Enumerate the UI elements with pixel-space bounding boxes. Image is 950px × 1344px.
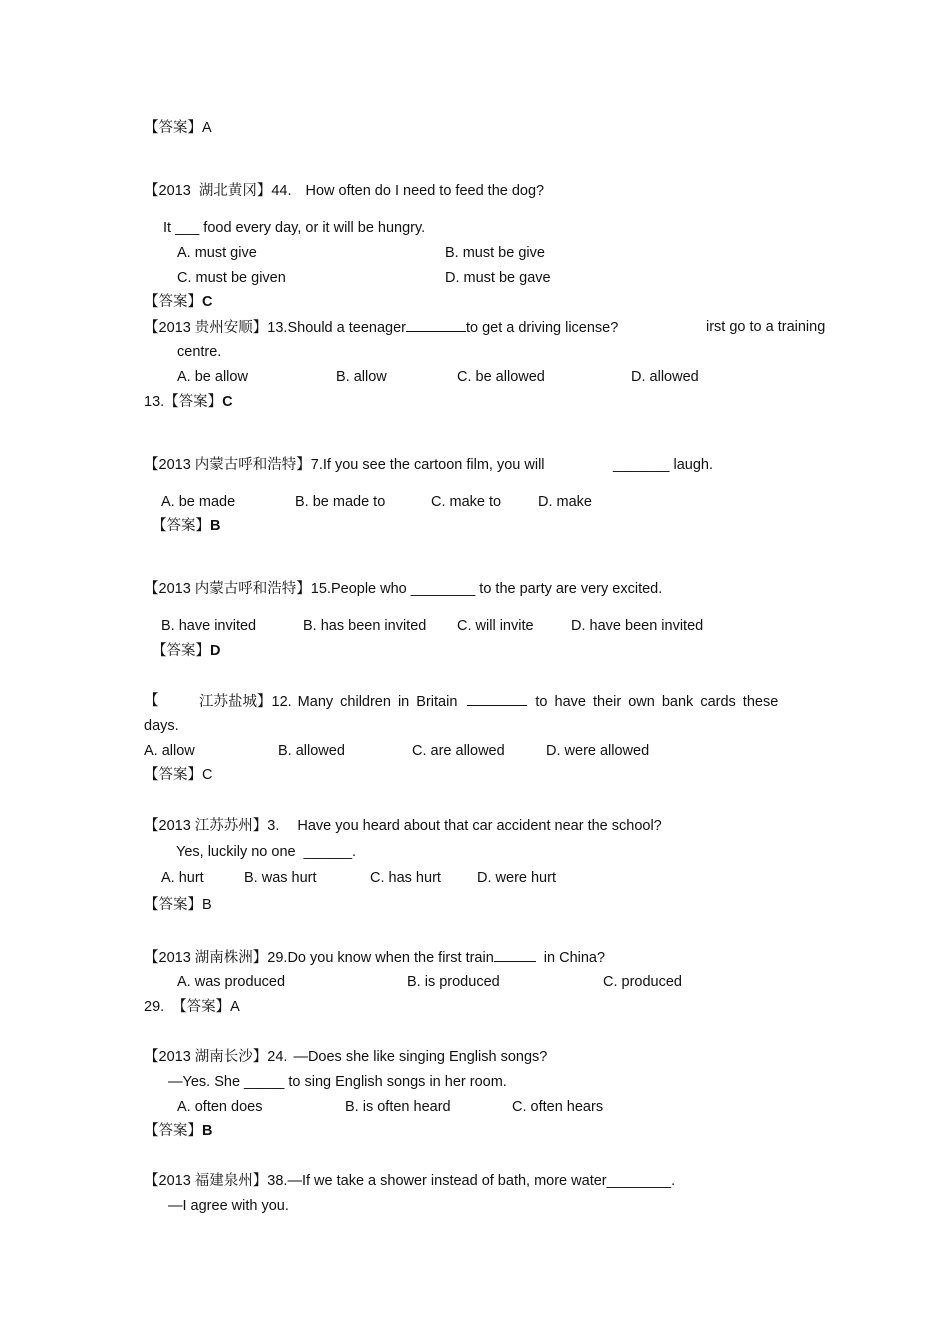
option: A. was produced bbox=[177, 974, 286, 990]
question-text: irst go to a training bbox=[706, 319, 826, 335]
answer-blank bbox=[494, 947, 536, 962]
answer-value: C bbox=[202, 294, 213, 310]
answer-prefix: 29. bbox=[144, 999, 165, 1015]
question-line: —I agree with you. bbox=[168, 1198, 289, 1214]
option: B. was hurt bbox=[244, 870, 317, 886]
question-stem bbox=[144, 947, 605, 968]
question-source: 【2013 内蒙古呼和浩特】7. bbox=[144, 457, 323, 473]
answer-prefix: 13. bbox=[144, 394, 165, 410]
answer-line bbox=[144, 392, 233, 412]
question-source: 【2013 湖南株洲】29. bbox=[144, 950, 288, 966]
question-source: 【2013 湖北黄冈】44. bbox=[144, 183, 292, 199]
answer-label: 【答案】 bbox=[144, 1123, 202, 1139]
answer-blank bbox=[467, 691, 527, 706]
question-stem bbox=[144, 1171, 675, 1191]
question-line: centre. bbox=[177, 344, 222, 360]
answer-value: B bbox=[210, 518, 221, 534]
question-stem bbox=[144, 1047, 547, 1067]
option: C. make to bbox=[431, 494, 502, 510]
question-text: How often do I need to feed the dog? bbox=[305, 183, 545, 199]
question-source-bracket: 【 bbox=[144, 693, 159, 709]
question-stem bbox=[199, 691, 778, 712]
answer-label: 【答案】 bbox=[144, 767, 202, 783]
option: D. have been invited bbox=[571, 618, 704, 634]
answer-line bbox=[144, 118, 212, 138]
answer-label: 【答案】 bbox=[152, 518, 210, 534]
question-source: 【2013 湖南长沙】24. bbox=[144, 1049, 288, 1065]
question-stem bbox=[144, 181, 544, 201]
option: B. is often heard bbox=[345, 1099, 451, 1115]
answer-label: 【答案】 bbox=[152, 643, 210, 659]
option: A. be made bbox=[161, 494, 236, 510]
question-line: It ___ food every day, or it will be hungry. bbox=[163, 220, 426, 236]
question-source: 【2013 江苏苏州】3. bbox=[144, 818, 280, 834]
option: A. be allow bbox=[177, 369, 248, 385]
question-stem bbox=[144, 455, 545, 475]
question-text: to get a driving license? bbox=[465, 320, 619, 336]
option: B. be made to bbox=[295, 494, 386, 510]
question-line: Yes, luckily no one ______. bbox=[176, 844, 357, 860]
answer-line bbox=[144, 1121, 212, 1141]
question-stem bbox=[144, 816, 662, 836]
answer-value: A bbox=[202, 120, 212, 136]
answer-value: B bbox=[202, 897, 212, 913]
answer-value: C bbox=[202, 767, 213, 783]
answer-line bbox=[144, 292, 212, 312]
question-stem bbox=[144, 317, 618, 338]
question-text: Do you know when the first train bbox=[287, 950, 494, 966]
answer-line bbox=[144, 895, 212, 915]
answer-label: 【答案】 bbox=[172, 999, 231, 1015]
question-source: 【2013 内蒙古呼和浩特】15. bbox=[144, 581, 331, 597]
question-text: People who ________ to the party are very excited. bbox=[330, 581, 663, 597]
question-source: 江苏盐城】12. bbox=[199, 694, 292, 710]
question-text: to have their own bank cards these bbox=[535, 694, 779, 710]
option: B. must be give bbox=[445, 245, 545, 261]
question-text: Should a teenager bbox=[287, 320, 406, 336]
option: D. were hurt bbox=[477, 870, 556, 886]
option: D. must be gave bbox=[445, 270, 551, 286]
question-text: If you see the cartoon film, you will bbox=[322, 457, 545, 473]
question-text: —If we take a shower instead of bath, more water________. bbox=[287, 1173, 676, 1189]
option: C. often hears bbox=[512, 1099, 604, 1115]
option: C. be allowed bbox=[457, 369, 545, 385]
question-source: 【2013 福建泉州】38. bbox=[144, 1173, 288, 1189]
answer-label: 【答案】 bbox=[144, 897, 202, 913]
question-source: 【2013 贵州安顺】13. bbox=[144, 320, 288, 336]
question-line: —Yes. She _____ to sing English songs in her room. bbox=[168, 1074, 507, 1090]
answer-label: 【答案】 bbox=[144, 294, 202, 310]
option: B. allowed bbox=[278, 743, 345, 759]
answer-line bbox=[144, 997, 240, 1017]
option: C. has hurt bbox=[370, 870, 441, 886]
option: D. make bbox=[538, 494, 592, 510]
option: A. hurt bbox=[161, 870, 204, 886]
answer-label: 【答案】 bbox=[144, 120, 202, 136]
option: B. have invited bbox=[161, 618, 257, 634]
question-stem bbox=[144, 579, 662, 599]
question-text: —Does she like singing English songs? bbox=[293, 1049, 548, 1065]
question-text: Many children in Britain bbox=[297, 694, 458, 710]
answer-value: C bbox=[222, 394, 233, 410]
question-text: Have you heard about that car accident near the school? bbox=[297, 818, 662, 834]
answer-value: B bbox=[202, 1123, 213, 1139]
answer-label: 【答案】 bbox=[164, 394, 223, 410]
option: C. will invite bbox=[457, 618, 534, 634]
option: B. allow bbox=[336, 369, 387, 385]
option: D. were allowed bbox=[546, 743, 650, 759]
answer-line bbox=[152, 516, 220, 536]
answer-blank bbox=[406, 317, 466, 332]
option: B. is produced bbox=[407, 974, 500, 990]
option: C. produced bbox=[603, 974, 682, 990]
option: C. must be given bbox=[177, 270, 286, 286]
question-line: days. bbox=[144, 718, 179, 734]
question-text: _______ laugh. bbox=[613, 457, 713, 473]
answer-value: D bbox=[210, 643, 221, 659]
option: D. allowed bbox=[631, 369, 699, 385]
option: A. must give bbox=[177, 245, 257, 261]
answer-line bbox=[152, 641, 220, 661]
option: B. has been invited bbox=[303, 618, 427, 634]
option: A. allow bbox=[144, 743, 195, 759]
option: A. often does bbox=[177, 1099, 263, 1115]
answer-value: A bbox=[230, 999, 240, 1015]
question-text: in China? bbox=[543, 950, 606, 966]
answer-line bbox=[144, 765, 212, 785]
option: C. are allowed bbox=[412, 743, 505, 759]
